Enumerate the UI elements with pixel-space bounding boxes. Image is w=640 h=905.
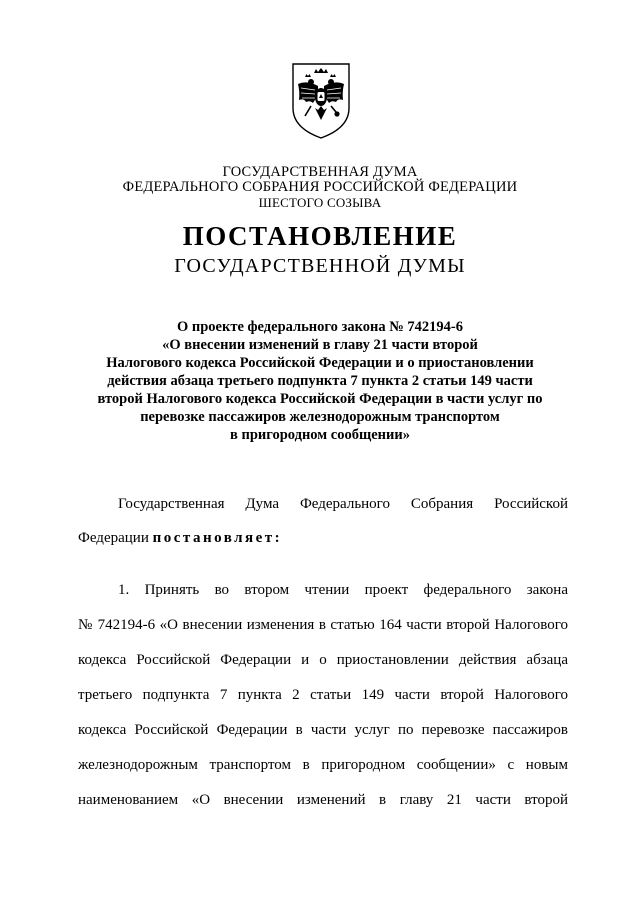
bill-title-line: в пригородном сообщении» <box>230 427 410 443</box>
header-line-3: ШЕСТОГО СОЗЫВА <box>258 195 382 210</box>
header-line-1: ГОСУДАРСТВЕННАЯ ДУМА <box>222 164 418 180</box>
bill-title-line: О проекте федерального закона № 742194-6 <box>176 319 464 335</box>
item-line: наименованием «О внесении изменений в главу 21 части второй <box>78 792 568 808</box>
bill-title-line: Налогового кодекса Российской Федерации и о приостановлении <box>106 355 534 371</box>
item-line: третьего подпункта 7 пункта 2 статьи 149 части второй Налогового <box>78 687 568 703</box>
bill-title-line: второй Налогового кодекса Российской Федерации в части услуг по <box>97 391 543 407</box>
coat-of-arms-icon <box>291 62 351 140</box>
bill-title <box>60 318 580 444</box>
bill-title-line: «О внесении изменений в главу 21 части второй <box>162 337 478 353</box>
resolution-verb: постановляет: <box>152 530 283 546</box>
preamble-line-2 <box>78 528 568 548</box>
item-line: железнодорожным транспортом в пригородном сообщении» с новым <box>78 757 568 773</box>
item-line: 1. Принять во втором чтении проект федерального закона <box>118 582 568 598</box>
document-subtitle: ГОСУДАРСТВЕННОЙ ДУМЫ <box>174 255 466 277</box>
preamble-line-1: Государственная Дума Федерального Собрания Российской <box>118 496 568 512</box>
item-line: кодекса Российской Федерации в части услуг по перевозке пассажиров <box>78 722 568 738</box>
item-line: кодекса Российской Федерации и о приостановлении действия абзаца <box>78 652 568 668</box>
item-line: № 742194-6 «О внесении изменения в статью 164 части второй Налогового <box>78 617 568 633</box>
preamble-prefix: Федерации <box>78 530 153 546</box>
bill-title-line: действия абзаца третьего подпункта 7 пункта 2 статьи 149 части <box>107 373 533 389</box>
bill-title-line: перевозке пассажиров железнодорожным транспортом <box>140 409 500 425</box>
document-title: ПОСТАНОВЛЕНИЕ <box>182 221 458 251</box>
header-line-2: ФЕДЕРАЛЬНОГО СОБРАНИЯ РОССИЙСКОЙ ФЕДЕРАЦИИ <box>122 179 518 195</box>
